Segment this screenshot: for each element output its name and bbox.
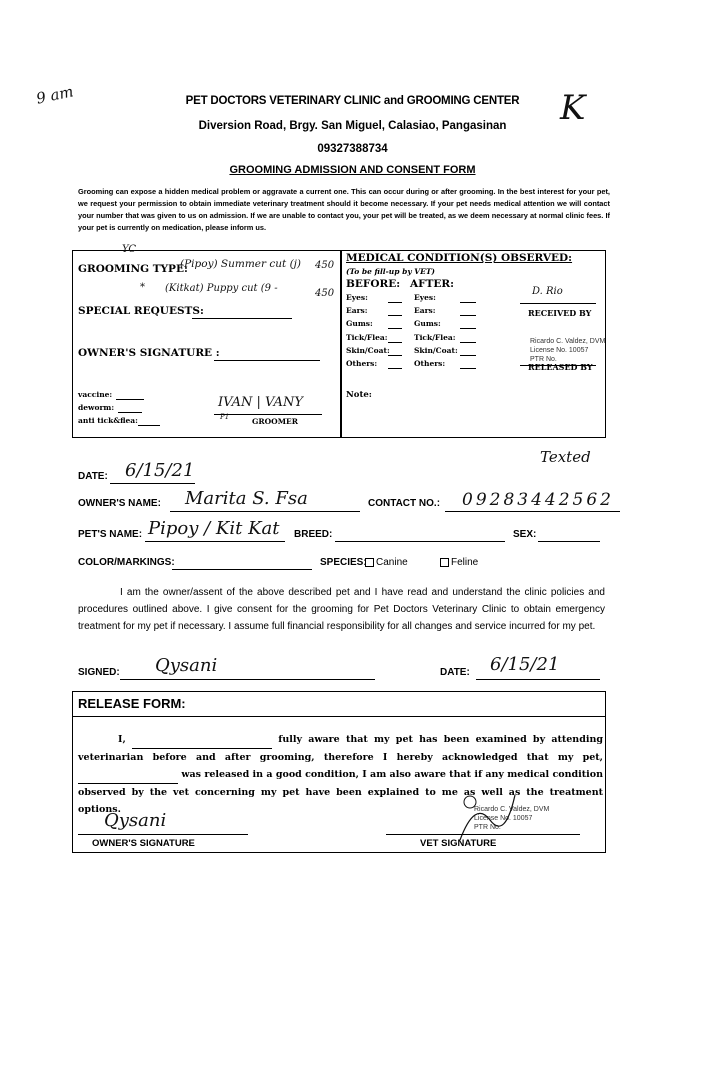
deworm-line[interactable] <box>118 412 142 413</box>
received-hand: D. Rio <box>532 286 563 297</box>
pet-name-line[interactable] <box>145 541 285 542</box>
medical-subtitle: (To be fill-up by VET) <box>346 267 435 276</box>
release-pet-line[interactable] <box>78 766 178 784</box>
clinic-address: Diversion Road, Brgy. San Miguel, Calasiao, Pangasinan <box>198 120 507 132</box>
special-requests-label: SPECIAL REQUESTS: <box>78 305 204 317</box>
contact-label: CONTACT NO.: <box>368 498 441 509</box>
contact-value: 09283442562 <box>462 490 614 510</box>
after-label: AFTER: <box>410 278 455 290</box>
breed-line[interactable] <box>335 541 505 542</box>
feline-text: Feline <box>451 557 479 568</box>
after-row-label: Gums: <box>414 319 441 329</box>
deworm-label: deworm: <box>78 403 115 412</box>
pet-name-value: Pipoy / Kit Kat <box>148 518 280 539</box>
grooming-initials: YC <box>122 244 137 255</box>
stamp-bottom-license: License No. 10057 <box>474 815 533 822</box>
grooming-star: * <box>140 282 145 293</box>
before-row-label: Tick/Flea: <box>346 332 388 342</box>
intro-text: Grooming can expose a hidden medical problem or aggravate a current one. This can occur during or after grooming. In the best interest for your pet, we request your permission to obtain immediate veterinary treatment should it become necessary. If your pet needs medical attention we will contact your number that was given to us on admission. If we are unable to contact you, your pet will be treated, as we deem necessary at normal clinic fees. If your pet is currently on medication, please inform us. <box>78 187 610 232</box>
stamp-license: License No. 10057 <box>530 347 589 354</box>
before-row-line[interactable] <box>388 328 402 329</box>
after-row-line[interactable] <box>460 315 476 316</box>
color-line[interactable] <box>172 569 312 570</box>
released-label: RELEASED BY <box>528 362 593 372</box>
grooming-price-2: 450 <box>315 288 335 299</box>
vaccine-label: vaccine: <box>78 390 113 399</box>
note-label: Note: <box>346 390 372 400</box>
release-title: RELEASE FORM: <box>78 696 186 711</box>
special-requests-line[interactable] <box>192 318 292 319</box>
owner-signature-line[interactable] <box>214 360 320 361</box>
before-row-label: Ears: <box>346 306 368 316</box>
after-row-label: Skin/Coat: <box>414 345 458 355</box>
before-row-line[interactable] <box>388 355 402 356</box>
species-label: SPECIES: <box>320 557 367 568</box>
before-row-line[interactable] <box>388 315 402 316</box>
signed-date-label: DATE: <box>440 667 470 678</box>
sex-line[interactable] <box>538 541 600 542</box>
before-row-line[interactable] <box>388 368 402 369</box>
received-label: RECEIVED BY <box>528 308 592 318</box>
after-row-line[interactable] <box>460 368 476 369</box>
stamp-name: Ricardo C. Valdez, DVM <box>530 338 606 345</box>
stamp-bottom-name: Ricardo C. Valdez, DVM <box>474 806 550 813</box>
breed-label: BREED: <box>294 529 333 540</box>
texted-note: Texted <box>540 448 591 466</box>
release-owner-signature: Qysani <box>104 810 167 831</box>
after-row-label: Others: <box>414 359 446 368</box>
signed-date-line[interactable] <box>476 679 600 680</box>
before-row-line[interactable] <box>388 302 402 303</box>
release-line1: fully aware that my pet has been examined by attending veterinarian before and after grooming, therefore I hereby acknowledged that my pet, <box>78 734 604 763</box>
after-row-line[interactable] <box>460 342 476 343</box>
signed-line[interactable] <box>120 679 375 680</box>
vet-stamp-top <box>530 337 605 364</box>
vet-sig-line[interactable] <box>386 834 580 835</box>
before-row-label: Others: <box>346 359 378 368</box>
groomer-sub: P1 <box>220 413 230 421</box>
grooming-type-label: GROOMING TYPE: <box>78 263 188 275</box>
after-row-line[interactable] <box>460 328 476 329</box>
after-row-line[interactable] <box>460 302 476 303</box>
canine-option[interactable] <box>365 557 408 568</box>
date-line[interactable] <box>110 483 195 484</box>
groomer-hand: IVAN | VANY <box>218 395 303 410</box>
after-row-line[interactable] <box>460 355 476 356</box>
received-line[interactable] <box>520 303 596 304</box>
signed-label: SIGNED: <box>78 667 120 678</box>
contact-line[interactable] <box>445 511 620 512</box>
anti-tick-line[interactable] <box>138 425 160 426</box>
after-row-label: Tick/Flea: <box>414 332 456 342</box>
date-value: 6/15/21 <box>125 460 195 481</box>
clinic-name: PET DOCTORS VETERINARY CLINIC and GROOMING CENTER <box>185 95 520 107</box>
grooming-price-1: 450 <box>315 260 335 271</box>
initial-mark: K <box>560 88 586 128</box>
stamp-bottom-ptr: PTR No. <box>474 824 501 831</box>
release-name-line[interactable] <box>132 731 272 749</box>
groomer-label: GROOMER <box>252 417 298 426</box>
signed-signature: Qysani <box>155 655 218 676</box>
canine-text: Canine <box>376 557 408 568</box>
grooming-type-value: (Pipoy) Summer cut (j) <box>180 258 302 270</box>
owner-name-line[interactable] <box>170 511 360 512</box>
before-row-label: Eyes: <box>346 293 368 302</box>
date-label: DATE: <box>78 471 108 482</box>
feline-checkbox[interactable] <box>440 558 449 567</box>
signed-date-value: 6/15/21 <box>490 654 560 675</box>
pet-name-label: PET'S NAME: <box>78 529 143 540</box>
release-title-divider <box>72 716 605 717</box>
owner-sig-line[interactable] <box>78 834 248 835</box>
groomer-line[interactable] <box>214 414 322 415</box>
anti-tick-label: anti tick&flea: <box>78 416 138 425</box>
before-row-line[interactable] <box>388 342 402 343</box>
grooming-line2-value: (Kitkat) Puppy cut (9 - <box>165 283 278 294</box>
stamp-ptr: PTR No. <box>530 356 557 363</box>
clinic-phone: 09327388734 <box>317 143 388 155</box>
color-label: COLOR/MARKINGS: <box>78 557 175 568</box>
release-line2: was released in a good condition, I am also aware that if any medical condition observed by the vet concerning my pet have been explained to me as well as the treatment options. <box>78 769 603 815</box>
before-label: BEFORE: <box>346 278 401 290</box>
medical-title: MEDICAL CONDITION(S) OBSERVED: <box>346 252 573 264</box>
after-row-label: Eyes: <box>414 293 436 302</box>
corner-note: 9 am <box>34 82 75 108</box>
canine-checkbox[interactable] <box>365 558 374 567</box>
form-title: GROOMING ADMISSION AND CONSENT FORM <box>229 164 476 176</box>
release-i: I, <box>118 734 126 745</box>
consent-text: I am the owner/assent of the above described pet and I have read and understand the clinic policies and procedures outlined above. I give consent for the grooming for Pet Doctors Veterinary Clinic to obtain emergency treatment for my pet if necessary. I assume full financial responsibility for all changes and service incurred for my pet. <box>78 587 605 632</box>
release-vet-sig-label: VET SIGNATURE <box>420 838 497 849</box>
sex-label: SEX: <box>513 529 537 540</box>
owner-name-label: OWNER'S NAME: <box>78 498 161 509</box>
after-row-label: Ears: <box>414 306 436 316</box>
owner-name-value: Marita S. Fsa <box>185 488 308 509</box>
before-row-label: Skin/Coat: <box>346 345 390 355</box>
feline-option[interactable] <box>440 557 478 568</box>
release-owner-sig-label: OWNER'S SIGNATURE <box>92 838 195 849</box>
vaccine-line[interactable] <box>116 399 144 400</box>
owner-signature-label: OWNER'S SIGNATURE : <box>78 347 220 359</box>
before-row-label: Gums: <box>346 319 373 329</box>
